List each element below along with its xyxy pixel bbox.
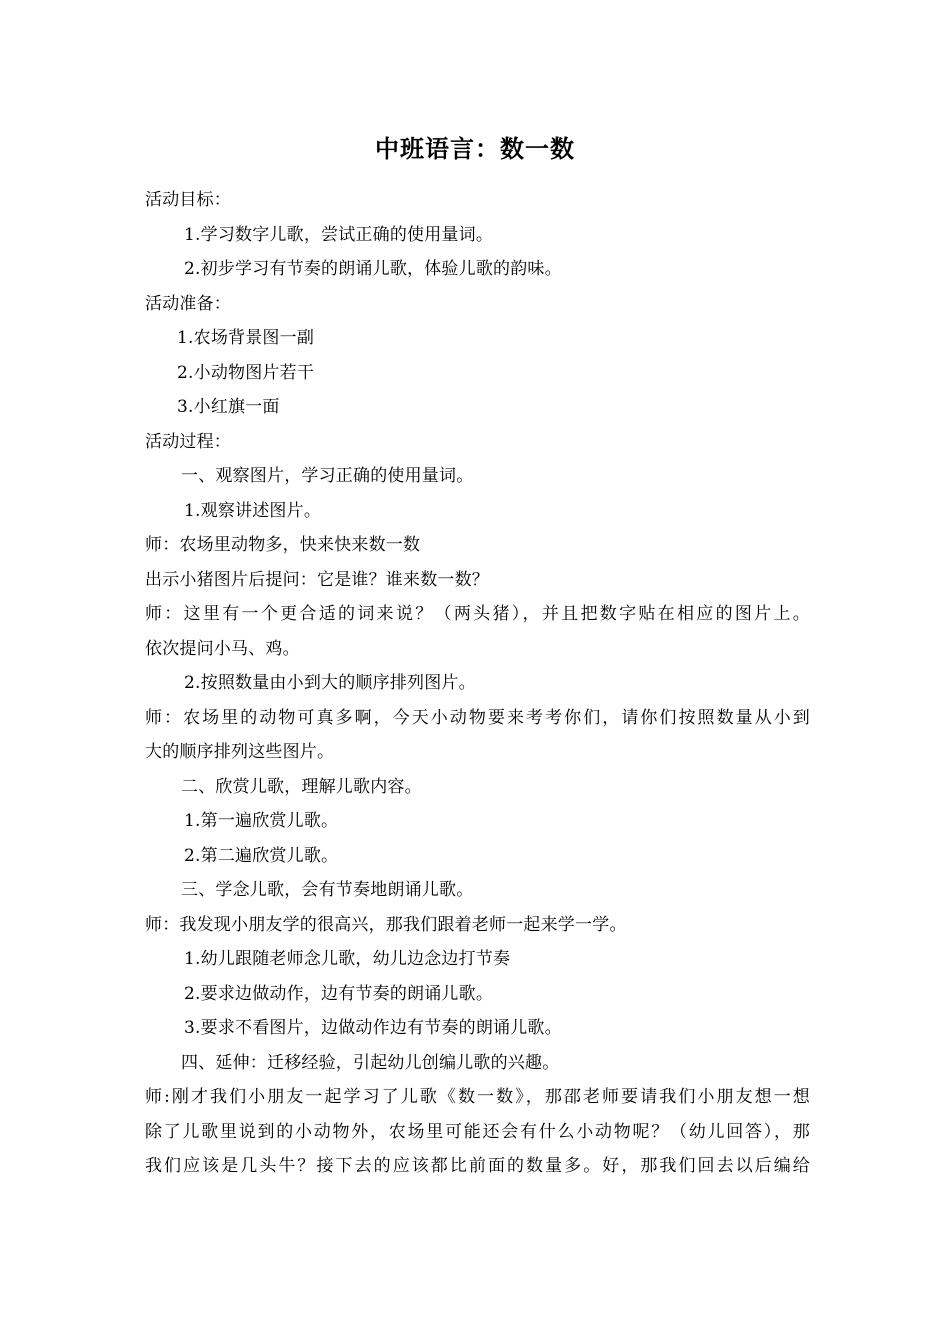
process-substep-3-2: 2.要求边做动作，边有节奏的朗诵儿歌。 (184, 983, 494, 1004)
document-title: 中班语言：数一数 (375, 135, 575, 163)
process-substep-3-3: 3.要求不看图片，边做动作边有节奏的朗诵儿歌。 (184, 1018, 562, 1038)
preparation-item-1: 1.农场背景图一副 (177, 328, 315, 348)
paragraph-line: 师：我发现小朋友学的很高兴，那我们跟着老师一起来学一学。 (145, 914, 627, 935)
paragraph-line: 师：这里有一个更合适的词来说？（两头猪），并且把数字贴在相应的图片上。 (145, 604, 810, 624)
process-substep-2-2: 2.第二遍欣赏儿歌。 (184, 845, 339, 866)
paragraph-line: 师:刚才我们小朋友一起学习了儿歌《数一数》，那邵老师要请我们小朋友想一想 (145, 1087, 810, 1107)
process-step-3: 三、学念儿歌，会有节奏地朗诵儿歌。 (181, 880, 474, 900)
paragraph-line: 师：农场里的动物可真多啊，今天小动物要来考考你们，请你们按照数量从小到 (145, 707, 810, 728)
preparation-item-3: 3.小红旗一面 (177, 397, 280, 417)
preparation-item-2: 2.小动物图片若干 (177, 362, 315, 383)
paragraph-line: 依次提问小马、鸡。 (145, 638, 300, 659)
paragraph-line: 除了儿歌里说到的小动物外，农场里可能还会有什么小动物呢？（幼儿回答），那 (145, 1121, 810, 1142)
paragraph-line: 出示小猪图片后提问：它是谁？谁来数一数？ (145, 569, 489, 590)
section-heading-preparation: 活动准备： (145, 293, 231, 314)
goal-item-1: 1.学习数字儿歌，尝试正确的使用量词。 (184, 224, 494, 245)
document-body (145, 183, 810, 1184)
paragraph-line: 师：农场里动物多，快来快来数一数 (145, 535, 421, 555)
goal-item-2: 2.初步学习有节奏的朗诵儿歌，体验儿歌的韵味。 (184, 259, 562, 279)
process-step-1: 一、观察图片，学习正确的使用量词。 (181, 466, 474, 486)
section-heading-process: 活动过程： (145, 431, 231, 452)
paragraph-line: 我们应该是几头牛？接下去的应该都比前面的数量多。好，那我们回去以后编给 (145, 1156, 810, 1176)
process-substep-3-1: 1.幼儿跟随老师念儿歌，幼儿边念边打节奏 (184, 949, 511, 969)
process-step-4: 四、延伸：迁移经验，引起幼儿创编儿歌的兴趣。 (181, 1052, 560, 1073)
process-substep-1-2: 2.按照数量由小到大的顺序排列图片。 (184, 673, 476, 693)
process-substep-2-1: 1.第一遍欣赏儿歌。 (184, 811, 339, 831)
process-substep-1-1: 1.观察讲述图片。 (184, 500, 322, 521)
process-step-2: 二、欣赏儿歌，理解儿歌内容。 (181, 776, 422, 797)
section-heading-goals: 活动目标： (145, 190, 231, 210)
paragraph-line: 大的顺序排列这些图片。 (145, 742, 335, 762)
